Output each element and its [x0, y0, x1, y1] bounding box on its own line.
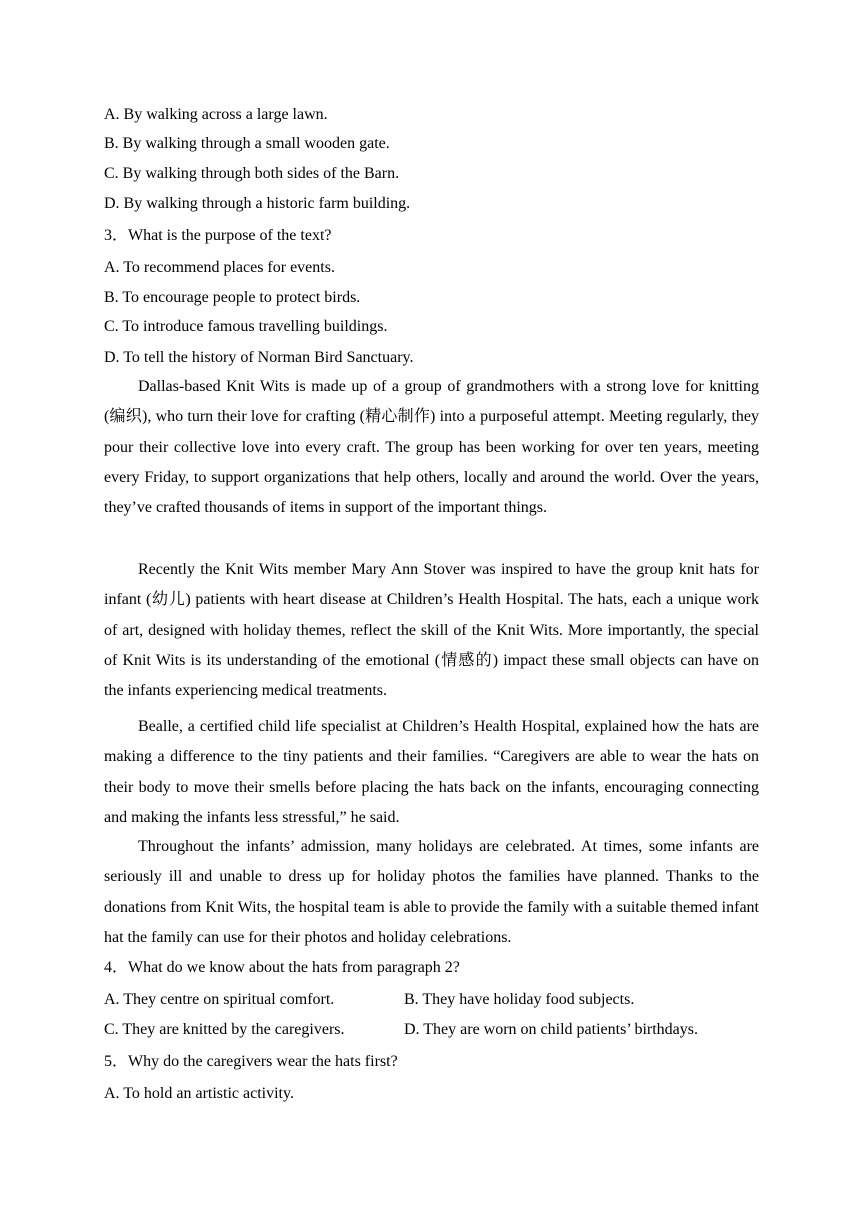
q2-option-d: D. By walking through a historic farm building. [104, 195, 411, 212]
q3-option-a: A. To recommend places for events. [104, 259, 335, 276]
q4-question: 4．What do we know about the hats from paragraph 2? [104, 959, 460, 976]
passage-paragraph-4: Throughout the infants’ admission, many holidays are celebrated. At times, some infants are seriously ill and unable to dress up for holiday photos the families have planned. Thanks to the donations from Knit Wits, the hospital team is able to provide the family with a suitable themed infant hat the family can use for their photos and holiday celebrations. [104, 838, 759, 946]
q4-option-b: B. They have holiday food subjects. [404, 991, 635, 1008]
q5-option-a: A. To hold an artistic activity. [104, 1085, 294, 1102]
q3-option-b: B. To encourage people to protect birds. [104, 289, 361, 306]
q2-option-c: C. By walking through both sides of the Barn. [104, 165, 400, 182]
q3-option-c: C. To introduce famous travelling buildings. [104, 318, 388, 335]
passage-paragraph-3: Bealle, a certified child life specialist at Children’s Health Hospital, explained how the hats are making a difference to the tiny patients and their families. “Caregivers are able to wear the hats on their body to move their smells before placing the hats back on the infants, encouraging connecting and making the infants less stressful,” he said. [104, 718, 759, 826]
q4-option-c: C. They are knitted by the caregivers. [104, 1021, 345, 1038]
q4-option-a: A. They centre on spiritual comfort. [104, 991, 335, 1008]
q3-option-d: D. To tell the history of Norman Bird Sanctuary. [104, 349, 414, 366]
q4-option-d: D. They are worn on child patients’ birthdays. [404, 1021, 698, 1038]
q2-option-b: B. By walking through a small wooden gate. [104, 135, 390, 152]
passage-paragraph-2: Recently the Knit Wits member Mary Ann Stover was inspired to have the group knit hats for infant (幼儿) patients with heart disease at Children’s Health Hospital. The hats, each a unique work of art, designed with holiday themes, reflect the skill of the Knit Wits. More importantly, the special of Knit Wits is its understanding of the emotional (情感的) impact these small objects can have on the infants experiencing medical treatments. [104, 561, 759, 700]
q3-question: 3．What is the purpose of the text? [104, 227, 332, 244]
passage-paragraph-1: Dallas-based Knit Wits is made up of a group of grandmothers with a strong love for knitting (编织), who turn their love for crafting (精心制作) into a purposeful attempt. Meeting regularly, they pour their collective love into every craft. The group has been working for over ten years, meeting every Friday, to support organizations that help others, locally and around the world. Over the years, they’ve crafted thousands of items in support of the important things. [104, 378, 759, 517]
q2-option-a: A. By walking across a large lawn. [104, 106, 328, 123]
q5-question: 5．Why do the caregivers wear the hats first? [104, 1053, 398, 1070]
